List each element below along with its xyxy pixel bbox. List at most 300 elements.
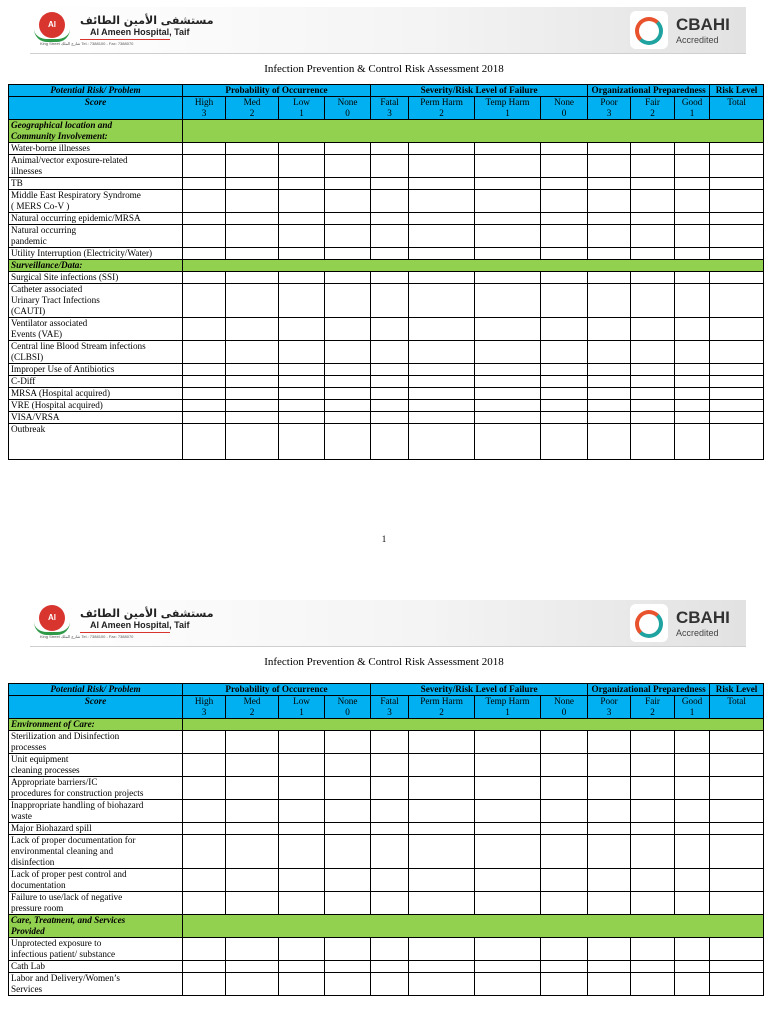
- score-cell[interactable]: [675, 800, 710, 823]
- score-cell[interactable]: [710, 961, 764, 973]
- score-cell[interactable]: [710, 318, 764, 341]
- score-cell[interactable]: [475, 754, 541, 777]
- score-cell[interactable]: [371, 835, 409, 869]
- score-cell[interactable]: [675, 143, 710, 155]
- score-cell[interactable]: [710, 248, 764, 260]
- score-cell[interactable]: [409, 341, 475, 364]
- score-cell[interactable]: [675, 823, 710, 835]
- score-cell[interactable]: [183, 731, 226, 754]
- score-cell[interactable]: [183, 284, 226, 318]
- score-cell[interactable]: [675, 835, 710, 869]
- score-cell[interactable]: [475, 376, 541, 388]
- score-cell[interactable]: [183, 155, 226, 178]
- score-cell[interactable]: [183, 754, 226, 777]
- score-cell[interactable]: [541, 400, 588, 412]
- score-cell[interactable]: [226, 272, 279, 284]
- score-cell[interactable]: [541, 364, 588, 376]
- score-cell[interactable]: [183, 892, 226, 915]
- score-cell[interactable]: [409, 424, 475, 460]
- score-cell[interactable]: [409, 938, 475, 961]
- score-cell[interactable]: [226, 190, 279, 213]
- score-cell[interactable]: [541, 376, 588, 388]
- score-cell[interactable]: [631, 835, 675, 869]
- score-cell[interactable]: [710, 376, 764, 388]
- score-cell[interactable]: [631, 143, 675, 155]
- score-cell[interactable]: [675, 973, 710, 996]
- score-cell[interactable]: [325, 823, 371, 835]
- score-cell[interactable]: [371, 412, 409, 424]
- score-cell[interactable]: [475, 178, 541, 190]
- score-cell[interactable]: [325, 248, 371, 260]
- score-cell[interactable]: [675, 412, 710, 424]
- score-cell[interactable]: [371, 284, 409, 318]
- score-cell[interactable]: [279, 800, 325, 823]
- score-cell[interactable]: [183, 364, 226, 376]
- score-cell[interactable]: [226, 731, 279, 754]
- score-cell[interactable]: [325, 754, 371, 777]
- score-cell[interactable]: [183, 973, 226, 996]
- score-cell[interactable]: [588, 213, 631, 225]
- score-cell[interactable]: [325, 155, 371, 178]
- score-cell[interactable]: [409, 155, 475, 178]
- score-cell[interactable]: [588, 424, 631, 460]
- score-cell[interactable]: [325, 777, 371, 800]
- score-cell[interactable]: [371, 869, 409, 892]
- score-cell[interactable]: [371, 225, 409, 248]
- score-cell[interactable]: [541, 248, 588, 260]
- score-cell[interactable]: [631, 424, 675, 460]
- score-cell[interactable]: [279, 961, 325, 973]
- score-cell[interactable]: [183, 272, 226, 284]
- score-cell[interactable]: [226, 823, 279, 835]
- score-cell[interactable]: [279, 869, 325, 892]
- score-cell[interactable]: [631, 248, 675, 260]
- score-cell[interactable]: [183, 388, 226, 400]
- score-cell[interactable]: [588, 938, 631, 961]
- score-cell[interactable]: [183, 938, 226, 961]
- score-cell[interactable]: [631, 341, 675, 364]
- score-cell[interactable]: [588, 364, 631, 376]
- score-cell[interactable]: [710, 400, 764, 412]
- score-cell[interactable]: [409, 388, 475, 400]
- score-cell[interactable]: [710, 213, 764, 225]
- score-cell[interactable]: [710, 284, 764, 318]
- score-cell[interactable]: [675, 225, 710, 248]
- score-cell[interactable]: [371, 272, 409, 284]
- score-cell[interactable]: [631, 938, 675, 961]
- score-cell[interactable]: [371, 213, 409, 225]
- score-cell[interactable]: [631, 823, 675, 835]
- score-cell[interactable]: [226, 213, 279, 225]
- score-cell[interactable]: [279, 835, 325, 869]
- score-cell[interactable]: [475, 388, 541, 400]
- score-cell[interactable]: [588, 376, 631, 388]
- score-cell[interactable]: [475, 272, 541, 284]
- score-cell[interactable]: [183, 318, 226, 341]
- score-cell[interactable]: [631, 213, 675, 225]
- score-cell[interactable]: [226, 777, 279, 800]
- score-cell[interactable]: [710, 835, 764, 869]
- score-cell[interactable]: [541, 178, 588, 190]
- score-cell[interactable]: [475, 938, 541, 961]
- score-cell[interactable]: [409, 178, 475, 190]
- score-cell[interactable]: [226, 364, 279, 376]
- score-cell[interactable]: [541, 272, 588, 284]
- score-cell[interactable]: [279, 364, 325, 376]
- score-cell[interactable]: [279, 777, 325, 800]
- score-cell[interactable]: [541, 869, 588, 892]
- score-cell[interactable]: [325, 318, 371, 341]
- score-cell[interactable]: [183, 190, 226, 213]
- score-cell[interactable]: [183, 178, 226, 190]
- score-cell[interactable]: [183, 400, 226, 412]
- score-cell[interactable]: [226, 178, 279, 190]
- score-cell[interactable]: [631, 155, 675, 178]
- score-cell[interactable]: [475, 800, 541, 823]
- score-cell[interactable]: [371, 400, 409, 412]
- score-cell[interactable]: [541, 341, 588, 364]
- score-cell[interactable]: [371, 938, 409, 961]
- score-cell[interactable]: [325, 143, 371, 155]
- score-cell[interactable]: [475, 731, 541, 754]
- score-cell[interactable]: [541, 835, 588, 869]
- score-cell[interactable]: [475, 412, 541, 424]
- score-cell[interactable]: [475, 424, 541, 460]
- score-cell[interactable]: [541, 961, 588, 973]
- score-cell[interactable]: [675, 777, 710, 800]
- score-cell[interactable]: [325, 731, 371, 754]
- score-cell[interactable]: [631, 777, 675, 800]
- score-cell[interactable]: [675, 341, 710, 364]
- score-cell[interactable]: [226, 754, 279, 777]
- score-cell[interactable]: [371, 973, 409, 996]
- score-cell[interactable]: [409, 800, 475, 823]
- score-cell[interactable]: [710, 754, 764, 777]
- score-cell[interactable]: [183, 800, 226, 823]
- score-cell[interactable]: [675, 961, 710, 973]
- score-cell[interactable]: [631, 284, 675, 318]
- score-cell[interactable]: [541, 973, 588, 996]
- score-cell[interactable]: [325, 800, 371, 823]
- score-cell[interactable]: [710, 364, 764, 376]
- score-cell[interactable]: [631, 892, 675, 915]
- score-cell[interactable]: [675, 155, 710, 178]
- score-cell[interactable]: [226, 961, 279, 973]
- score-cell[interactable]: [279, 376, 325, 388]
- score-cell[interactable]: [183, 777, 226, 800]
- score-cell[interactable]: [588, 248, 631, 260]
- score-cell[interactable]: [226, 143, 279, 155]
- score-cell[interactable]: [588, 388, 631, 400]
- score-cell[interactable]: [675, 376, 710, 388]
- score-cell[interactable]: [475, 869, 541, 892]
- score-cell[interactable]: [226, 248, 279, 260]
- score-cell[interactable]: [710, 155, 764, 178]
- score-cell[interactable]: [371, 388, 409, 400]
- score-cell[interactable]: [675, 869, 710, 892]
- score-cell[interactable]: [279, 143, 325, 155]
- score-cell[interactable]: [409, 777, 475, 800]
- score-cell[interactable]: [541, 731, 588, 754]
- score-cell[interactable]: [325, 178, 371, 190]
- score-cell[interactable]: [588, 155, 631, 178]
- score-cell[interactable]: [325, 400, 371, 412]
- score-cell[interactable]: [631, 961, 675, 973]
- score-cell[interactable]: [226, 400, 279, 412]
- score-cell[interactable]: [475, 341, 541, 364]
- score-cell[interactable]: [675, 190, 710, 213]
- score-cell[interactable]: [409, 823, 475, 835]
- score-cell[interactable]: [409, 869, 475, 892]
- score-cell[interactable]: [475, 143, 541, 155]
- score-cell[interactable]: [183, 225, 226, 248]
- score-cell[interactable]: [371, 777, 409, 800]
- score-cell[interactable]: [541, 424, 588, 460]
- score-cell[interactable]: [279, 341, 325, 364]
- score-cell[interactable]: [371, 178, 409, 190]
- score-cell[interactable]: [631, 800, 675, 823]
- score-cell[interactable]: [475, 225, 541, 248]
- score-cell[interactable]: [710, 225, 764, 248]
- score-cell[interactable]: [631, 388, 675, 400]
- score-cell[interactable]: [710, 272, 764, 284]
- score-cell[interactable]: [675, 938, 710, 961]
- score-cell[interactable]: [409, 364, 475, 376]
- score-cell[interactable]: [371, 961, 409, 973]
- score-cell[interactable]: [475, 400, 541, 412]
- score-cell[interactable]: [409, 318, 475, 341]
- score-cell[interactable]: [710, 777, 764, 800]
- score-cell[interactable]: [631, 190, 675, 213]
- score-cell[interactable]: [541, 823, 588, 835]
- score-cell[interactable]: [371, 318, 409, 341]
- score-cell[interactable]: [371, 823, 409, 835]
- score-cell[interactable]: [279, 155, 325, 178]
- score-cell[interactable]: [588, 284, 631, 318]
- score-cell[interactable]: [279, 400, 325, 412]
- score-cell[interactable]: [710, 973, 764, 996]
- score-cell[interactable]: [371, 754, 409, 777]
- score-cell[interactable]: [475, 973, 541, 996]
- score-cell[interactable]: [675, 178, 710, 190]
- score-cell[interactable]: [631, 272, 675, 284]
- score-cell[interactable]: [279, 973, 325, 996]
- score-cell[interactable]: [325, 973, 371, 996]
- score-cell[interactable]: [409, 284, 475, 318]
- score-cell[interactable]: [588, 777, 631, 800]
- score-cell[interactable]: [279, 731, 325, 754]
- score-cell[interactable]: [631, 376, 675, 388]
- score-cell[interactable]: [588, 731, 631, 754]
- score-cell[interactable]: [371, 800, 409, 823]
- score-cell[interactable]: [588, 143, 631, 155]
- score-cell[interactable]: [588, 178, 631, 190]
- score-cell[interactable]: [675, 754, 710, 777]
- score-cell[interactable]: [710, 424, 764, 460]
- score-cell[interactable]: [475, 777, 541, 800]
- score-cell[interactable]: [409, 892, 475, 915]
- score-cell[interactable]: [325, 938, 371, 961]
- score-cell[interactable]: [588, 400, 631, 412]
- score-cell[interactable]: [541, 225, 588, 248]
- score-cell[interactable]: [710, 190, 764, 213]
- score-cell[interactable]: [279, 424, 325, 460]
- score-cell[interactable]: [183, 424, 226, 460]
- score-cell[interactable]: [675, 400, 710, 412]
- score-cell[interactable]: [588, 318, 631, 341]
- score-cell[interactable]: [675, 424, 710, 460]
- score-cell[interactable]: [325, 892, 371, 915]
- score-cell[interactable]: [371, 248, 409, 260]
- score-cell[interactable]: [475, 284, 541, 318]
- score-cell[interactable]: [409, 412, 475, 424]
- score-cell[interactable]: [325, 190, 371, 213]
- score-cell[interactable]: [371, 155, 409, 178]
- score-cell[interactable]: [279, 190, 325, 213]
- score-cell[interactable]: [475, 213, 541, 225]
- score-cell[interactable]: [541, 754, 588, 777]
- score-cell[interactable]: [631, 318, 675, 341]
- score-cell[interactable]: [279, 412, 325, 424]
- score-cell[interactable]: [475, 823, 541, 835]
- score-cell[interactable]: [675, 284, 710, 318]
- score-cell[interactable]: [409, 190, 475, 213]
- score-cell[interactable]: [710, 892, 764, 915]
- score-cell[interactable]: [325, 284, 371, 318]
- score-cell[interactable]: [631, 973, 675, 996]
- score-cell[interactable]: [675, 318, 710, 341]
- score-cell[interactable]: [588, 961, 631, 973]
- score-cell[interactable]: [371, 190, 409, 213]
- score-cell[interactable]: [183, 341, 226, 364]
- score-cell[interactable]: [409, 400, 475, 412]
- score-cell[interactable]: [226, 892, 279, 915]
- score-cell[interactable]: [279, 388, 325, 400]
- score-cell[interactable]: [279, 318, 325, 341]
- score-cell[interactable]: [325, 412, 371, 424]
- score-cell[interactable]: [226, 388, 279, 400]
- score-cell[interactable]: [631, 225, 675, 248]
- score-cell[interactable]: [279, 284, 325, 318]
- score-cell[interactable]: [541, 938, 588, 961]
- score-cell[interactable]: [588, 412, 631, 424]
- score-cell[interactable]: [325, 961, 371, 973]
- score-cell[interactable]: [183, 869, 226, 892]
- score-cell[interactable]: [588, 225, 631, 248]
- score-cell[interactable]: [588, 800, 631, 823]
- score-cell[interactable]: [409, 248, 475, 260]
- score-cell[interactable]: [631, 364, 675, 376]
- score-cell[interactable]: [226, 800, 279, 823]
- score-cell[interactable]: [631, 731, 675, 754]
- score-cell[interactable]: [409, 961, 475, 973]
- score-cell[interactable]: [226, 835, 279, 869]
- score-cell[interactable]: [588, 892, 631, 915]
- score-cell[interactable]: [475, 364, 541, 376]
- score-cell[interactable]: [409, 376, 475, 388]
- score-cell[interactable]: [279, 272, 325, 284]
- score-cell[interactable]: [409, 225, 475, 248]
- score-cell[interactable]: [675, 213, 710, 225]
- score-cell[interactable]: [279, 248, 325, 260]
- score-cell[interactable]: [588, 341, 631, 364]
- score-cell[interactable]: [475, 835, 541, 869]
- score-cell[interactable]: [226, 869, 279, 892]
- score-cell[interactable]: [279, 823, 325, 835]
- score-cell[interactable]: [371, 364, 409, 376]
- score-cell[interactable]: [325, 388, 371, 400]
- score-cell[interactable]: [409, 835, 475, 869]
- score-cell[interactable]: [588, 272, 631, 284]
- score-cell[interactable]: [409, 731, 475, 754]
- score-cell[interactable]: [710, 800, 764, 823]
- score-cell[interactable]: [710, 823, 764, 835]
- score-cell[interactable]: [541, 412, 588, 424]
- score-cell[interactable]: [226, 225, 279, 248]
- score-cell[interactable]: [475, 961, 541, 973]
- score-cell[interactable]: [325, 364, 371, 376]
- score-cell[interactable]: [183, 823, 226, 835]
- score-cell[interactable]: [588, 869, 631, 892]
- score-cell[interactable]: [631, 869, 675, 892]
- score-cell[interactable]: [710, 412, 764, 424]
- score-cell[interactable]: [631, 412, 675, 424]
- score-cell[interactable]: [226, 412, 279, 424]
- score-cell[interactable]: [183, 412, 226, 424]
- score-cell[interactable]: [541, 318, 588, 341]
- score-cell[interactable]: [409, 973, 475, 996]
- score-cell[interactable]: [541, 800, 588, 823]
- score-cell[interactable]: [675, 388, 710, 400]
- score-cell[interactable]: [541, 284, 588, 318]
- score-cell[interactable]: [541, 213, 588, 225]
- score-cell[interactable]: [226, 284, 279, 318]
- score-cell[interactable]: [325, 869, 371, 892]
- score-cell[interactable]: [541, 190, 588, 213]
- score-cell[interactable]: [371, 892, 409, 915]
- score-cell[interactable]: [279, 754, 325, 777]
- score-cell[interactable]: [183, 248, 226, 260]
- score-cell[interactable]: [710, 178, 764, 190]
- score-cell[interactable]: [371, 731, 409, 754]
- score-cell[interactable]: [710, 143, 764, 155]
- score-cell[interactable]: [710, 731, 764, 754]
- score-cell[interactable]: [588, 754, 631, 777]
- score-cell[interactable]: [541, 155, 588, 178]
- score-cell[interactable]: [541, 892, 588, 915]
- score-cell[interactable]: [675, 248, 710, 260]
- score-cell[interactable]: [475, 248, 541, 260]
- score-cell[interactable]: [675, 364, 710, 376]
- score-cell[interactable]: [675, 731, 710, 754]
- score-cell[interactable]: [183, 213, 226, 225]
- score-cell[interactable]: [325, 225, 371, 248]
- score-cell[interactable]: [183, 961, 226, 973]
- score-cell[interactable]: [475, 190, 541, 213]
- score-cell[interactable]: [631, 754, 675, 777]
- score-cell[interactable]: [226, 973, 279, 996]
- score-cell[interactable]: [325, 213, 371, 225]
- score-cell[interactable]: [183, 143, 226, 155]
- score-cell[interactable]: [226, 938, 279, 961]
- score-cell[interactable]: [279, 225, 325, 248]
- score-cell[interactable]: [371, 424, 409, 460]
- score-cell[interactable]: [541, 143, 588, 155]
- score-cell[interactable]: [631, 400, 675, 412]
- score-cell[interactable]: [541, 777, 588, 800]
- score-cell[interactable]: [588, 190, 631, 213]
- score-cell[interactable]: [279, 892, 325, 915]
